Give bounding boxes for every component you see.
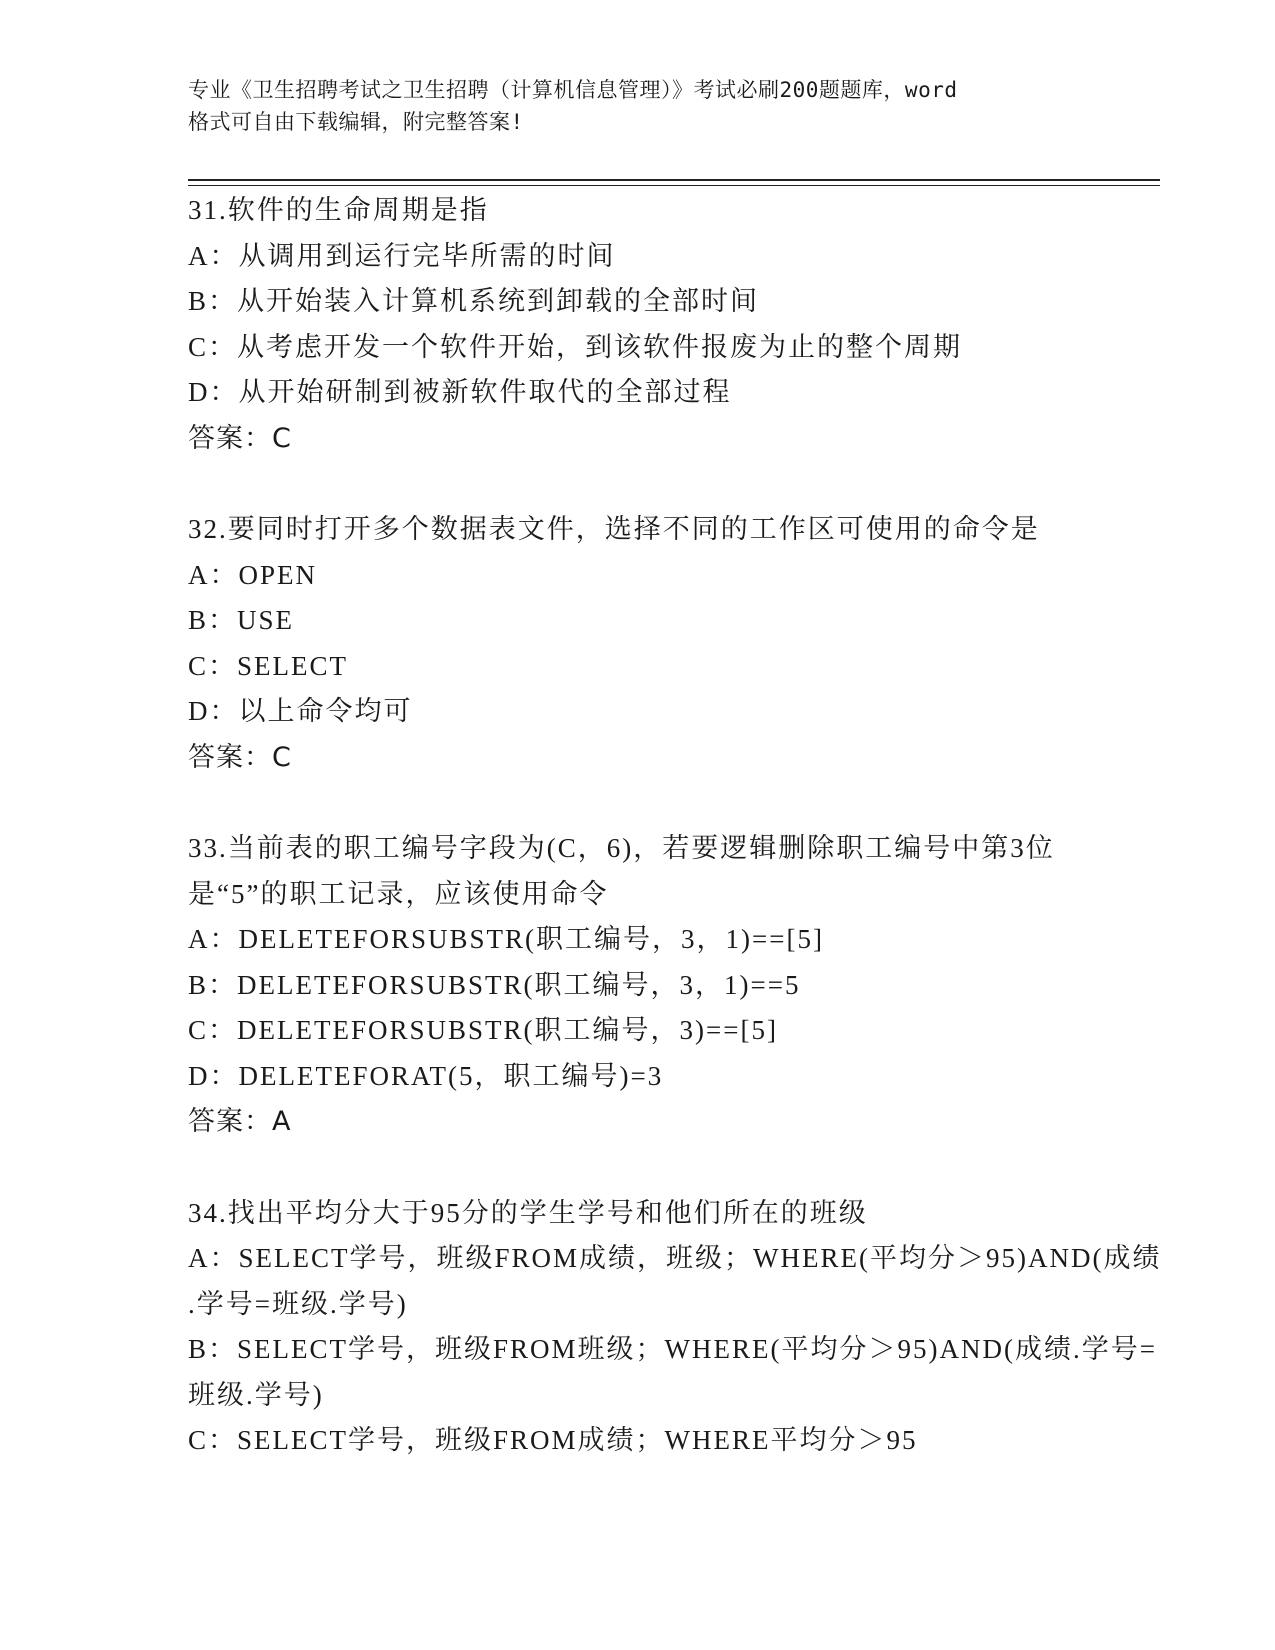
option-b-continued: 班级.学号) (188, 1379, 324, 1410)
question-34 (188, 1191, 1162, 1464)
answer-value: A (272, 1106, 292, 1137)
option-a-continued: .学号=班级.学号) (188, 1288, 408, 1319)
answer-line (188, 1099, 1088, 1145)
answer-line (188, 416, 1088, 462)
option-a: A：DELETEFORSUBSTR(职工编号，3，1)==[5] (188, 924, 824, 954)
question-33 (188, 826, 1088, 1145)
option-c: C：SELECT学号，班级FROM成绩；WHERE平均分＞95 (188, 1425, 918, 1455)
option-a: A：SELECT学号，班级FROM成绩，班级；WHERE(平均分＞95)AND(成绩 (188, 1243, 1162, 1273)
question-32 (188, 507, 1088, 780)
question-text: 32.要同时打开多个数据表文件，选择不同的工作区可使用的命令是 (188, 514, 1040, 544)
option-c: C：SELECT (188, 650, 349, 681)
answer-label: 答案： (188, 422, 272, 454)
option-d: D：DELETEFORAT(5，职工编号)=3 (188, 1060, 664, 1091)
question-text: 31.软件的生命周期是指 (188, 195, 489, 225)
answer-value: C (272, 741, 292, 773)
option-d: D：从开始研制到被新软件取代的全部过程 (188, 377, 732, 407)
header-divider-thin (188, 185, 1160, 186)
header-line-2: 格式可自由下载编辑，附完整答案! (188, 110, 524, 134)
question-text: 34.找出平均分大于95分的学生学号和他们所在的班级 (188, 1197, 868, 1228)
option-b: B：SELECT学号，班级FROM班级；WHERE(平均分＞95)AND(成绩.学号= (188, 1334, 1157, 1364)
option-b: B：DELETEFORSUBSTR(职工编号，3，1)==5 (188, 969, 801, 1000)
question-31 (188, 188, 1088, 461)
answer-value: C (272, 422, 292, 454)
answer-label: 答案： (188, 741, 272, 773)
option-b: B：从开始装入计算机系统到卸载的全部时间 (188, 286, 760, 316)
option-a: A：OPEN (188, 559, 318, 590)
question-list (188, 188, 1162, 1464)
question-text: 33.当前表的职工编号字段为(C，6)，若要逻辑删除职工编号中第3位 (188, 833, 1055, 863)
option-d: D：以上命令均可 (188, 696, 413, 726)
option-b: B：USE (188, 605, 295, 635)
option-c: C：DELETEFORSUBSTR(职工编号，3)==[5] (188, 1015, 778, 1045)
option-c: C：从考虑开发一个软件开始，到该软件报废为止的整个周期 (188, 331, 963, 362)
header-divider-thick (188, 179, 1160, 181)
question-text-continued: 是“5”的职工记录，应该使用命令 (188, 878, 609, 909)
option-a: A：从调用到运行完毕所需的时间 (188, 240, 616, 271)
answer-line (188, 735, 1088, 781)
answer-label: 答案： (188, 1106, 272, 1137)
document-header (188, 74, 1088, 138)
header-line-1: 专业《卫生招聘考试之卫生招聘（计算机信息管理）》考试必刷200题题库，word (188, 78, 958, 102)
